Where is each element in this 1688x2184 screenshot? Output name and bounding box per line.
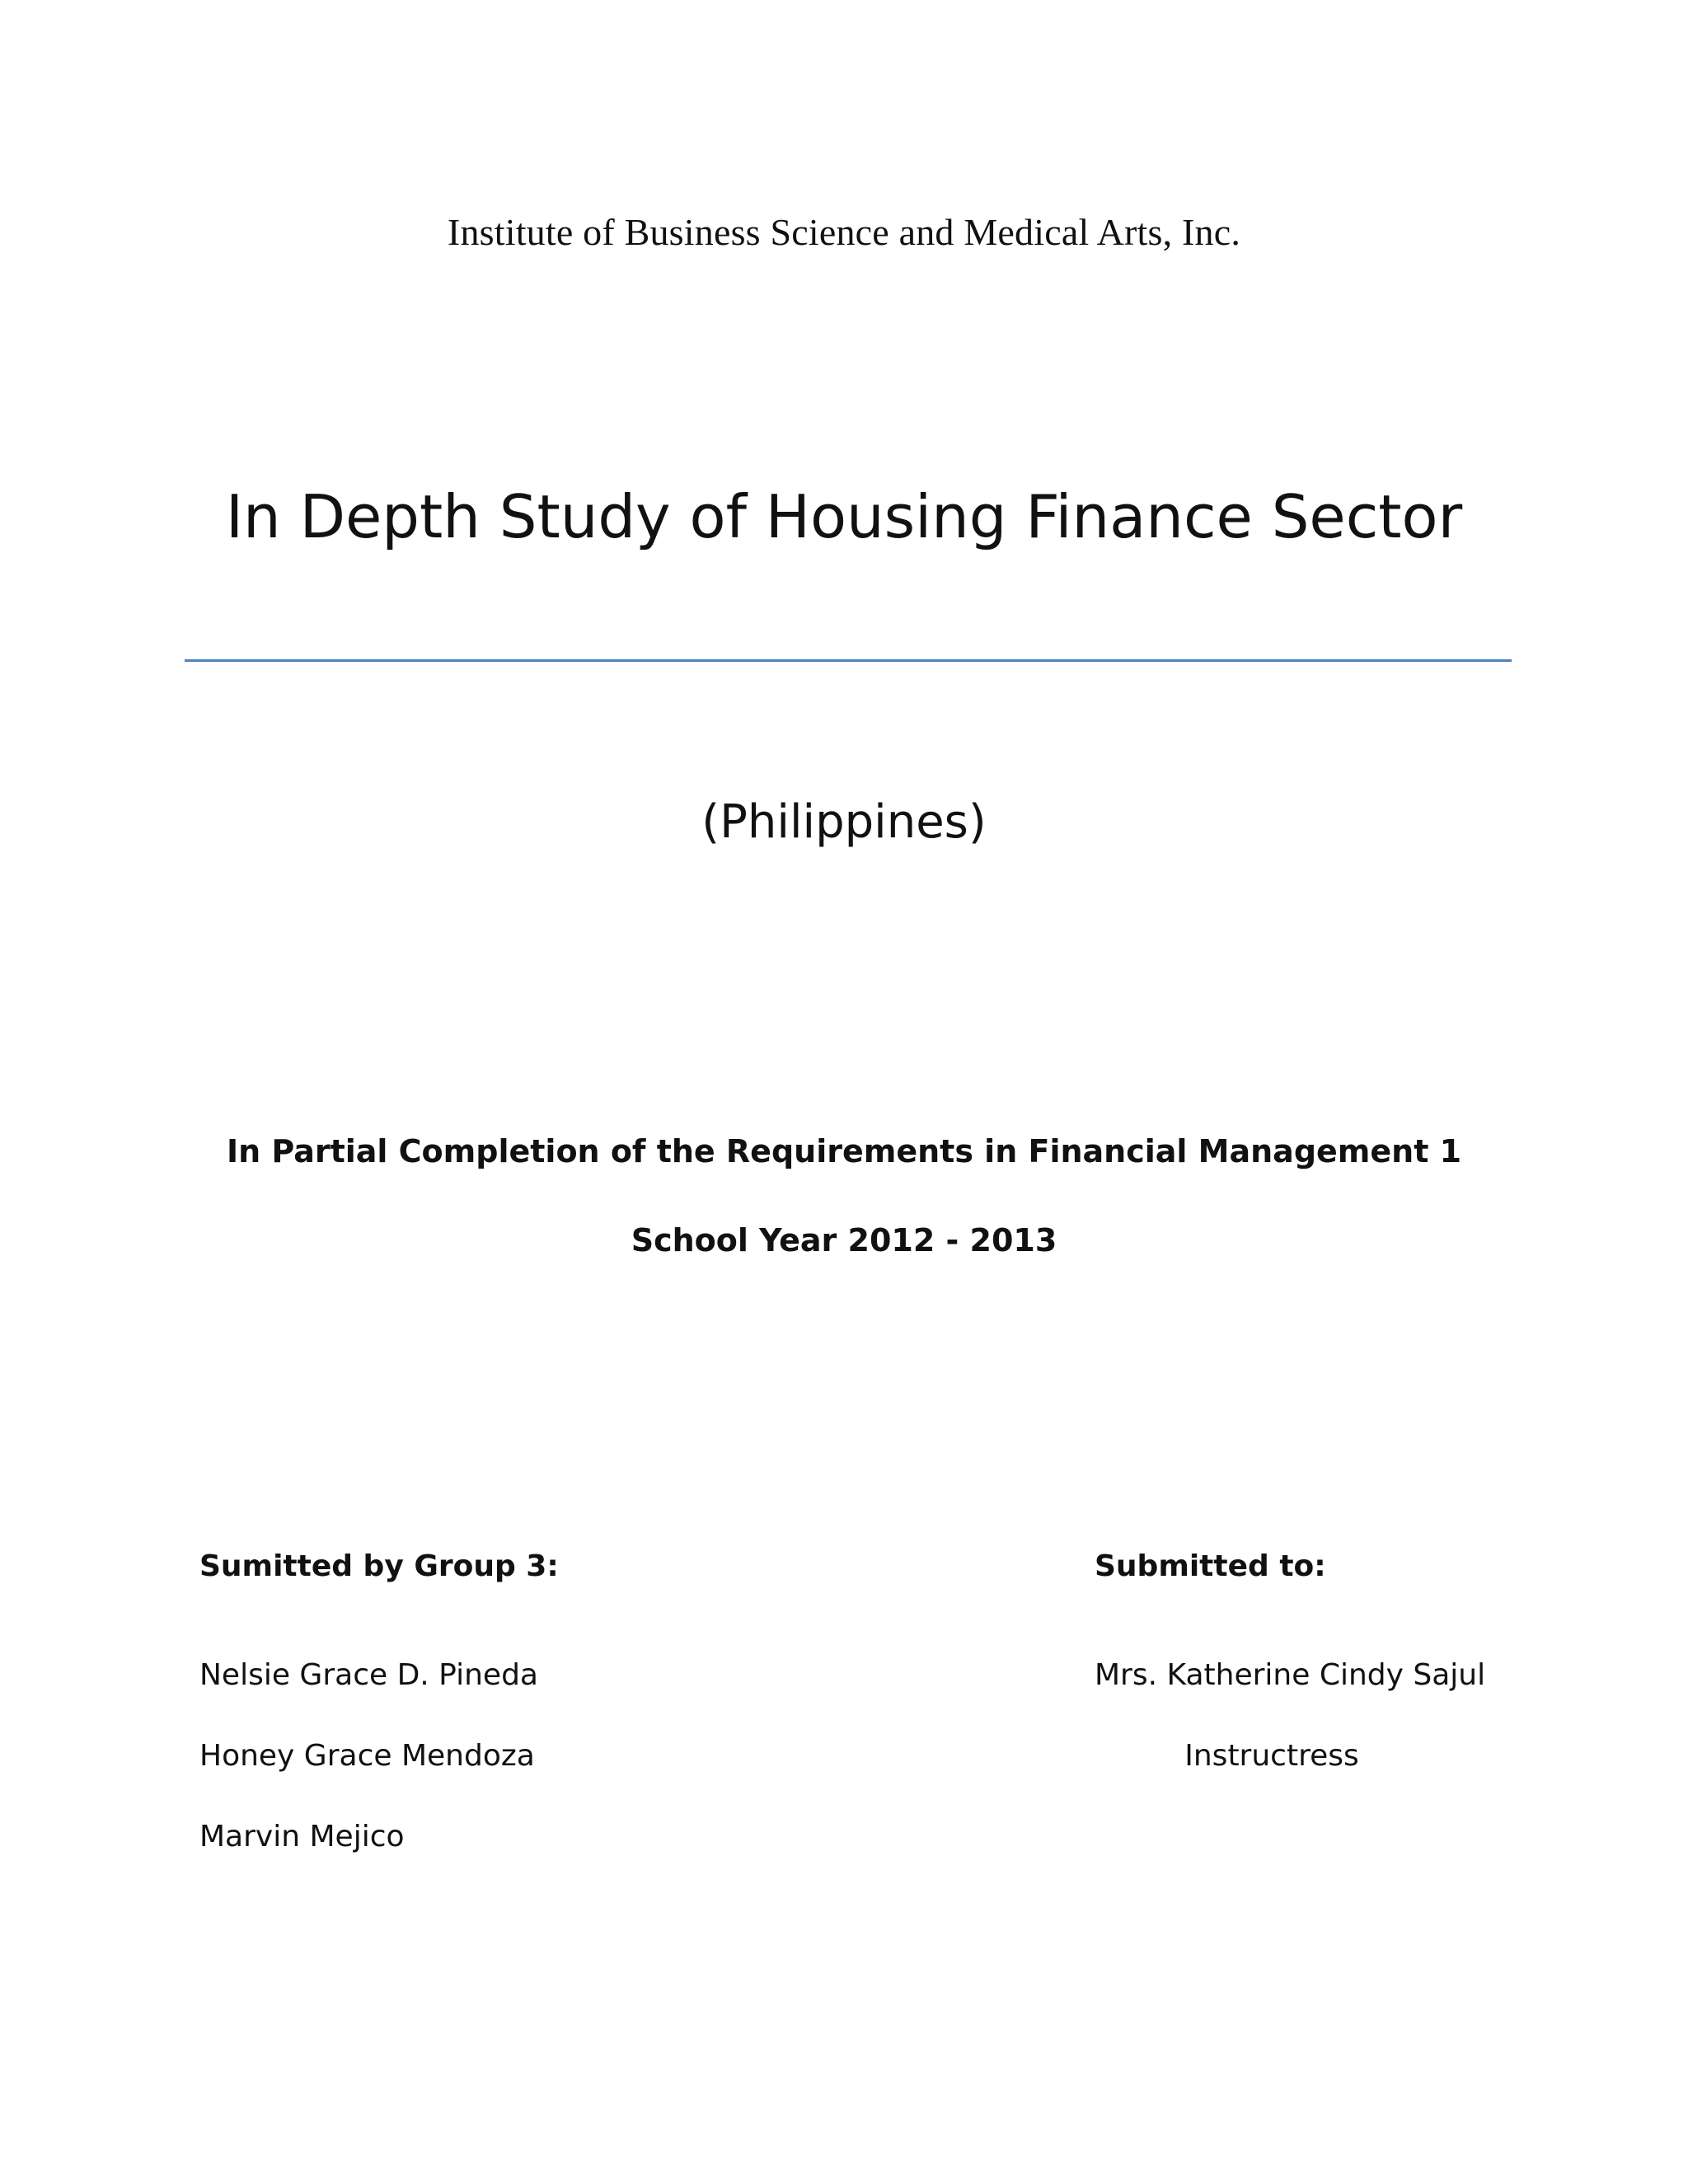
- title-divider: [185, 659, 1512, 662]
- document-subtitle: (Philippines): [701, 795, 987, 849]
- school-year: School Year 2012 - 2013: [631, 1222, 1057, 1258]
- document-title: In Depth Study of Housing Finance Sector: [225, 482, 1463, 551]
- instructor-name: Mrs. Katherine Cindy Sajul: [1095, 1658, 1486, 1692]
- requirement-line: In Partial Completion of the Requirements in Financial Management 1: [226, 1133, 1462, 1169]
- instructor-role: Instructress: [1184, 1739, 1359, 1773]
- submitted-by-label: Sumitted by Group 3:: [199, 1549, 559, 1583]
- submitted-to-label: Submitted to:: [1095, 1549, 1326, 1583]
- member-name: Nelsie Grace D. Pineda: [199, 1658, 538, 1692]
- member-name: Marvin Mejico: [199, 1820, 405, 1854]
- member-name: Honey Grace Mendoza: [199, 1739, 535, 1773]
- institution-name: Institute of Business Science and Medical Arts, Inc.: [447, 211, 1241, 253]
